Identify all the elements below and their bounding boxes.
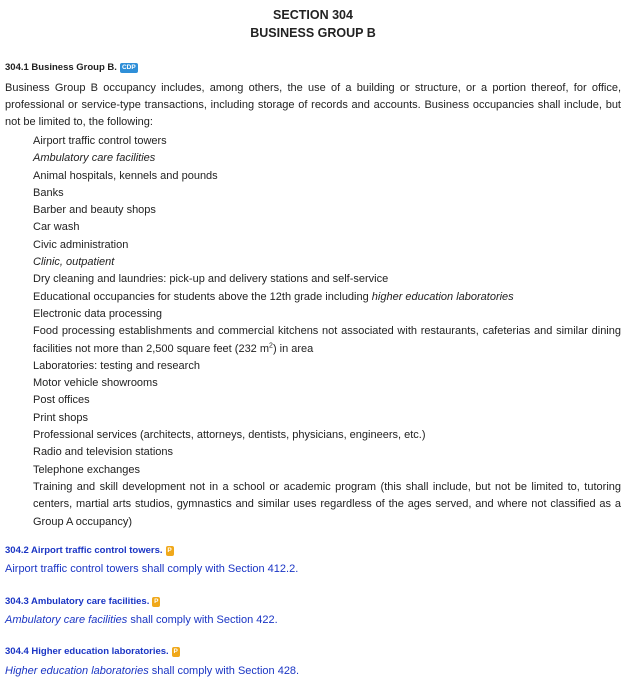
list-item-text: Educational occupancies for students above the 12th grade including: [33, 290, 372, 303]
list-item: Training and skill development not in a school or academic program (this shall include, but not be limited to, tutoring centers, martial arts studios, gymnastics and similar uses regardless of the ages served, and where not classified as a Group A occupancy): [33, 480, 621, 528]
business-occupancy-list: [33, 133, 621, 531]
list-item: Civic administration: [33, 238, 129, 251]
list-item: Telephone exchanges: [33, 463, 141, 476]
cdp-badge-icon[interactable]: CDP: [121, 64, 136, 71]
defined-term-link[interactable]: higher education laboratories: [371, 290, 514, 303]
list-item: Laboratories: testing and research: [33, 359, 200, 372]
list-item: [33, 289, 621, 306]
list-item: Print shops: [33, 411, 89, 424]
defined-term-link[interactable]: Ambulatory care facilities: [5, 614, 128, 626]
list-item: Animal hospitals, kennels and pounds: [33, 169, 218, 182]
list-item: Car wash: [33, 221, 80, 234]
section-304-1-heading: [5, 62, 138, 73]
list-item: [33, 323, 621, 358]
defined-term-link[interactable]: Higher education laboratories: [5, 665, 149, 677]
list-item: Banks: [33, 186, 64, 199]
list-item: Barber and beauty shops: [33, 204, 156, 217]
list-item-text-end: ) in area: [272, 342, 314, 355]
section-304-3-heading-text: 304.3 Ambulatory care facilities.: [5, 596, 150, 607]
section-304-2-heading[interactable]: [5, 545, 174, 556]
p-badge-icon[interactable]: P: [167, 547, 172, 554]
list-item: Dry cleaning and laundries: pick-up and delivery stations and self-service: [33, 273, 389, 286]
section-304-4-body-text: shall comply with Section 428.: [148, 665, 300, 677]
list-item: Electronic data processing: [33, 307, 163, 320]
p-badge-icon[interactable]: P: [173, 648, 178, 655]
list-item: Professional services (architects, attorneys, dentists, physicians, engineers, etc.): [33, 429, 426, 442]
section-304-2-body[interactable]: Airport traffic control towers shall comply with Section 412.2.: [5, 563, 299, 575]
section-304-3-body[interactable]: [5, 614, 278, 626]
section-304-3-body-text: shall comply with Section 422.: [127, 614, 278, 626]
section-304-4-heading-text: 304.4 Higher education laboratories.: [5, 646, 169, 657]
list-item-text: Food processing establishments and commercial kitchens not associated with restaurants, cafeterias and similar dining facilities not more than 2,500 square feet (232 m: [33, 325, 621, 355]
section-304-3-heading[interactable]: [5, 596, 160, 607]
section-304-1-intro: Business Group B occupancy includes, among others, the use of a building or structure, or a portion thereof, for office, professional or service-type transactions, including storage of records and accounts. Business occupancies shall include, but not be limited to, the following:: [5, 82, 621, 128]
list-item[interactable]: Clinic, outpatient: [33, 256, 115, 269]
section-304-2-heading-text: 304.2 Airport traffic control towers.: [5, 545, 163, 556]
section-304-4-body[interactable]: [5, 665, 299, 677]
list-item: Post offices: [33, 394, 90, 407]
list-item[interactable]: Ambulatory care facilities: [33, 152, 156, 165]
list-item: Motor vehicle showrooms: [33, 377, 158, 390]
list-item: Airport traffic control towers: [33, 135, 167, 147]
p-badge-icon[interactable]: P: [154, 598, 159, 605]
superscript: 2: [269, 341, 273, 349]
list-item: Radio and television stations: [33, 446, 174, 459]
section-304-4-heading[interactable]: [5, 646, 180, 657]
section-name: BUSINESS GROUP B: [250, 26, 376, 40]
section-304-1-heading-text: 304.1 Business Group B.: [5, 62, 117, 73]
section-number: SECTION 304: [273, 8, 353, 22]
